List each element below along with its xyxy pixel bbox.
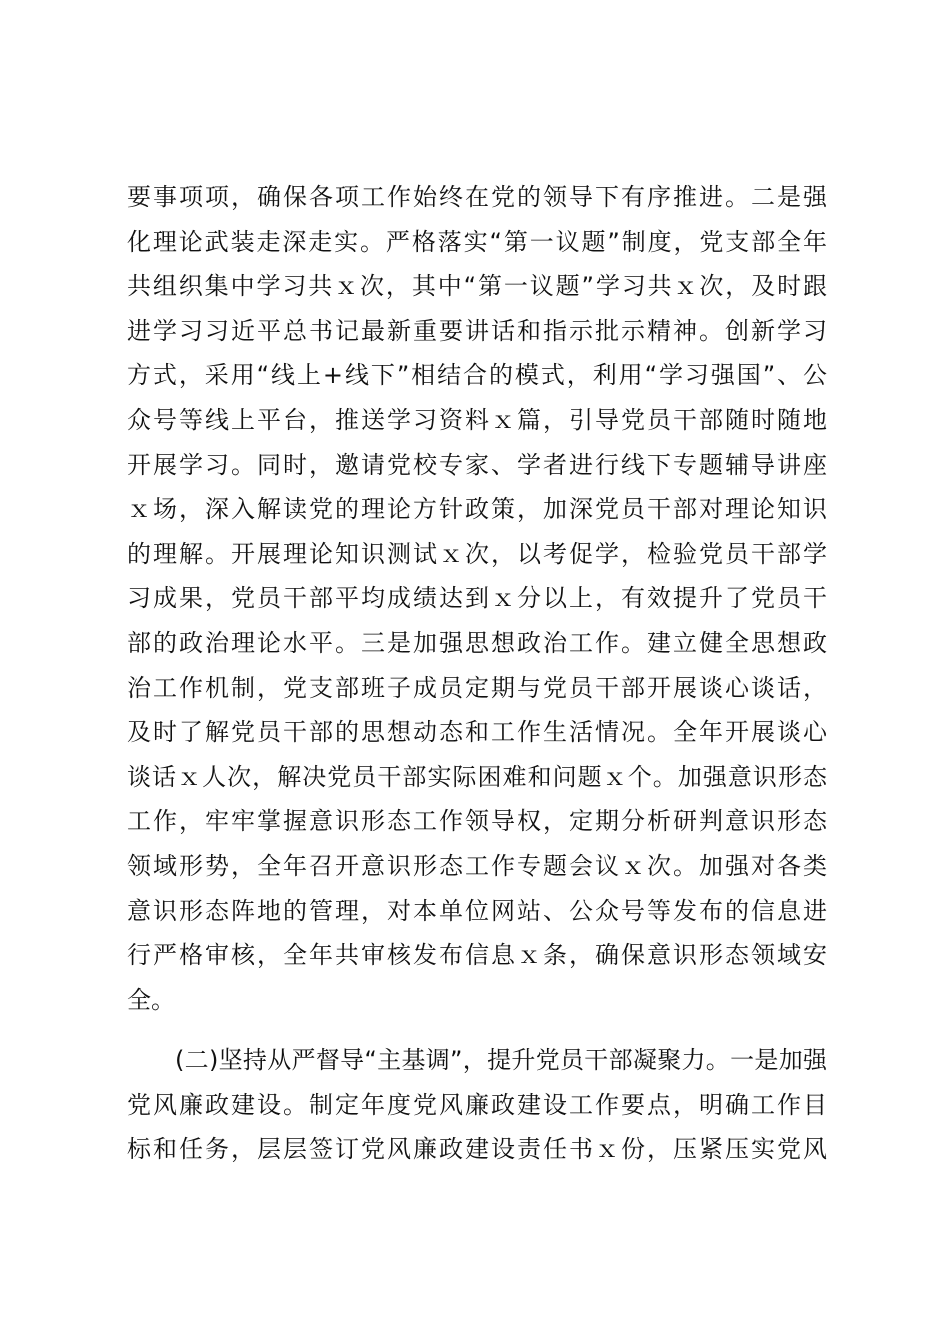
text-line: 化理论武装走深走实。严格落实“第一议题”制度，党支部全年 — [127, 227, 827, 256]
text-line: 方式，采用“线上+线下”相结合的模式，利用“学习强国”、公 — [127, 361, 827, 390]
text-line: 工作，牢牢掌握意识形态工作领导权，定期分析研判意识形态 — [127, 807, 827, 836]
text-line: 部的政治理论水平。三是加强思想政治工作。建立健全思想政 — [127, 628, 827, 657]
text-line: 习成果，党员干部平均成绩达到ｘ分以上，有效提升了党员干 — [127, 584, 827, 613]
text-line: 党风廉政建设。制定年度党风廉政建设工作要点，明确工作目 — [127, 1090, 827, 1119]
text-line: 开展学习。同时，邀请党校专家、学者进行线下专题辅导讲座 — [127, 450, 827, 479]
paragraph-2 — [127, 1038, 827, 1172]
text-line: 治工作机制，党支部班子成员定期与党员干部开展谈心谈话， — [127, 673, 827, 702]
text-line: 行严格审核，全年共审核发布信息ｘ条，确保意识形态领域安 — [127, 941, 827, 970]
text-line: 标和任务，层层签订党风廉政建设责任书ｘ份，压紧压实党风 — [127, 1135, 827, 1164]
text-line: 意识形态阵地的管理，对本单位网站、公众号等发布的信息进 — [127, 896, 827, 925]
text-line: ｘ场，深入解读党的理论方针政策，加深党员干部对理论知识 — [127, 495, 827, 524]
document-body — [127, 175, 827, 1172]
text-line: 共组织集中学习共ｘ次，其中“第一议题”学习共ｘ次，及时跟 — [127, 272, 827, 301]
text-line: 进学习习近平总书记最新重要讲话和指示批示精神。创新学习 — [127, 316, 827, 345]
paragraph-1 — [127, 175, 827, 1022]
text-line: 全。 — [127, 985, 175, 1014]
text-line: 的理解。开展理论知识测试ｘ次，以考促学，检验党员干部学 — [127, 539, 827, 568]
paragraph-gap — [127, 1022, 827, 1038]
section-heading-line: (二)坚持从严督导“主基调”，提升党员干部凝聚力。一是加强 — [175, 1046, 827, 1075]
text-line: 众号等线上平台，推送学习资料ｘ篇，引导党员干部随时随地 — [127, 405, 827, 434]
text-line: 要事项项，确保各项工作始终在党的领导下有序推进。二是强 — [127, 183, 827, 211]
text-line: 及时了解党员干部的思想动态和工作生活情况。全年开展谈心 — [127, 718, 827, 747]
text-line: 谈话ｘ人次，解决党员干部实际困难和问题ｘ个。加强意识形态 — [127, 762, 827, 791]
text-line: 领域形势，全年召开意识形态工作专题会议ｘ次。加强对各类 — [127, 851, 827, 880]
